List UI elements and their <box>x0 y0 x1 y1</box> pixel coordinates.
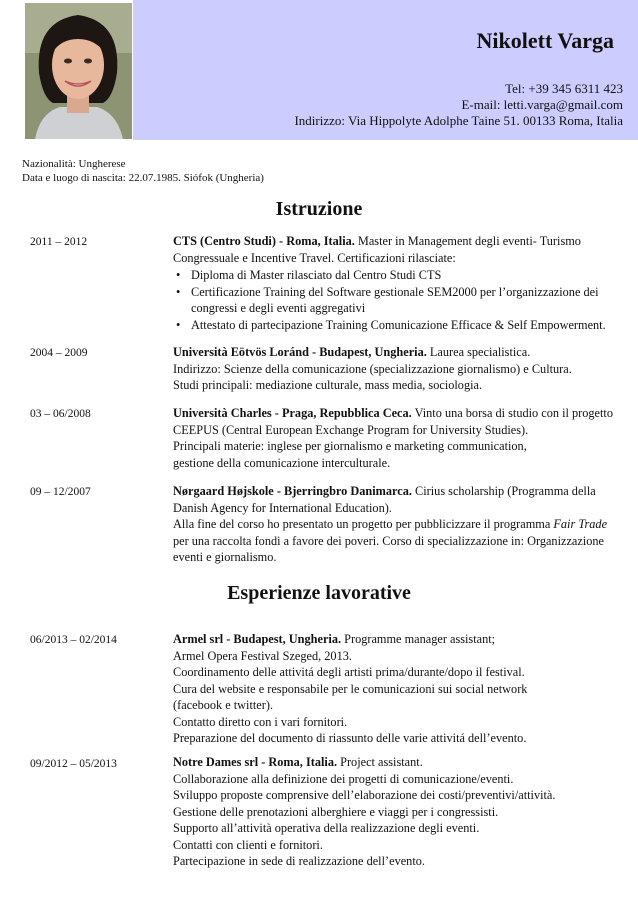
entry-line: Sviluppo proposte comprensive dell’elaborazione dei costi/preventivi/attività. <box>173 788 556 802</box>
entry-line: Cura del website e responsabile per le comunicazioni sui social network <box>173 681 528 696</box>
education-date-1: 2011 – 2012 <box>30 236 88 248</box>
list-item: • Diploma di Master rilasciato dal Centro Studi CTS <box>191 267 623 284</box>
contact-email: E-mail: letti.varga@gmail.com <box>461 97 623 112</box>
education-entry-2 <box>173 344 623 394</box>
section-title-experience: Esperienze lavorative <box>227 582 411 604</box>
education-date-4: 09 – 12/2007 <box>30 486 91 498</box>
entry-org: Notre Dames srl - Roma, Italia. <box>173 755 338 769</box>
entry-line: Indirizzo: Scienze della comunicazione (specializzazione giornalismo) e Cultura. <box>173 361 572 376</box>
entry-org: Armel srl - Budapest, Ungheria. <box>173 632 342 646</box>
experience-date-1: 06/2013 – 02/2014 <box>30 634 117 646</box>
experience-entry-1 <box>173 631 623 747</box>
education-entry-1 <box>173 233 623 333</box>
entry-text: Vinto una borsa di studio con il progetto CEEPUS (Central European Exchange Program for University Studies). <box>173 406 613 437</box>
education-entry-3 <box>173 405 623 471</box>
section-title-education: Istruzione <box>275 198 363 220</box>
entry-italic: Fair Trade <box>553 517 608 531</box>
certification-list <box>173 267 623 333</box>
education-date-3: 03 – 06/2008 <box>30 408 91 420</box>
portrait-image <box>25 3 132 139</box>
entry-org: Università Eötvös Loránd - Budapest, Ungheria. <box>173 345 427 359</box>
experience-entry-2 <box>173 754 623 870</box>
birth-info: Data e luogo di nascita: 22.07.1985. Siófok (Ungheria) <box>22 172 264 184</box>
entry-text: Laurea specialistica. <box>426 345 531 359</box>
entry-line: Collaborazione alla definizione dei progetti di comunicazione/eventi. <box>173 771 514 786</box>
education-entry-4 <box>173 483 623 566</box>
entry-org: CTS (Centro Studi) - Roma, Italia. <box>173 234 355 248</box>
entry-line: Armel Opera Festival Szeged, 2013. <box>173 648 352 663</box>
entry-line: Partecipazione in sede di realizzazione dell’evento. <box>173 854 425 868</box>
profile-photo <box>25 3 132 139</box>
entry-org: Nørgaard Højskole - Bjerringbro Danimarca. <box>173 484 412 498</box>
entry-text: Alla fine del corso ho presentato un progetto per pubblicizzare il programma <box>173 517 554 531</box>
entry-line: Supporto all’attività operativa della realizzazione degli eventi. <box>173 821 480 835</box>
entry-line: Gestione delle prenotazioni alberghiere e viaggi per i congressisti. <box>173 804 499 819</box>
entry-text: per una raccolta fondi a favore dei poveri. Corso di specializzazione in: Organizzazione eventi e giornalismo. <box>173 533 604 564</box>
entry-line: Contatto diretto con i vari fornitori. <box>173 714 348 729</box>
entry-line: (facebook e twitter). <box>173 698 274 712</box>
entry-line: Principali materie: inglese per giornalismo e marketing communication, <box>173 439 527 453</box>
experience-date-2: 09/2012 – 05/2013 <box>30 758 117 770</box>
entry-text: Master in Management degli eventi- Turismo Congressuale e Incentive Travel. Certificazioni rilasciate: <box>173 234 581 265</box>
entry-line: Preparazione del documento di riassunto delle varie attivitá dell’evento. <box>173 731 527 745</box>
list-item: • Attestato di partecipazione Training Comunicazione Efficace & Self Empowerment. <box>191 317 623 334</box>
entry-text: Cirius scholarship (Programma della Danish Agency for International Education). <box>173 484 596 515</box>
contact-address: Indirizzo: Via Hippolyte Adolphe Taine 51. 00133 Roma, Italia <box>294 113 623 128</box>
entry-text: Project assistant. <box>337 755 423 769</box>
entry-text: Programme manager assistant; <box>341 632 496 646</box>
education-date-2: 2004 – 2009 <box>30 347 88 359</box>
entry-line: Coordinamento delle attivitá degli artisti prima/durante/dopo il festival. <box>173 665 525 679</box>
entry-line: Contatti con clienti e fornitori. <box>173 837 323 852</box>
list-item: • Certificazione Training del Software gestionale SEM2000 per l’organizzazione dei congressi e degli eventi aggregativi <box>191 284 623 317</box>
entry-paragraph <box>173 516 623 566</box>
entry-line: Studi principali: mediazione culturale, mass media, sociologia. <box>173 378 483 392</box>
nationality: Nazionalità: Ungherese <box>22 158 126 170</box>
contact-phone: Tel: +39 345 6311 423 <box>505 81 623 96</box>
candidate-name: Nikolett Varga <box>476 28 614 53</box>
entry-org: Università Charles - Praga, Repubblica Ceca. <box>173 406 412 420</box>
entry-line: gestione della comunicazione interculturale. <box>173 455 391 470</box>
